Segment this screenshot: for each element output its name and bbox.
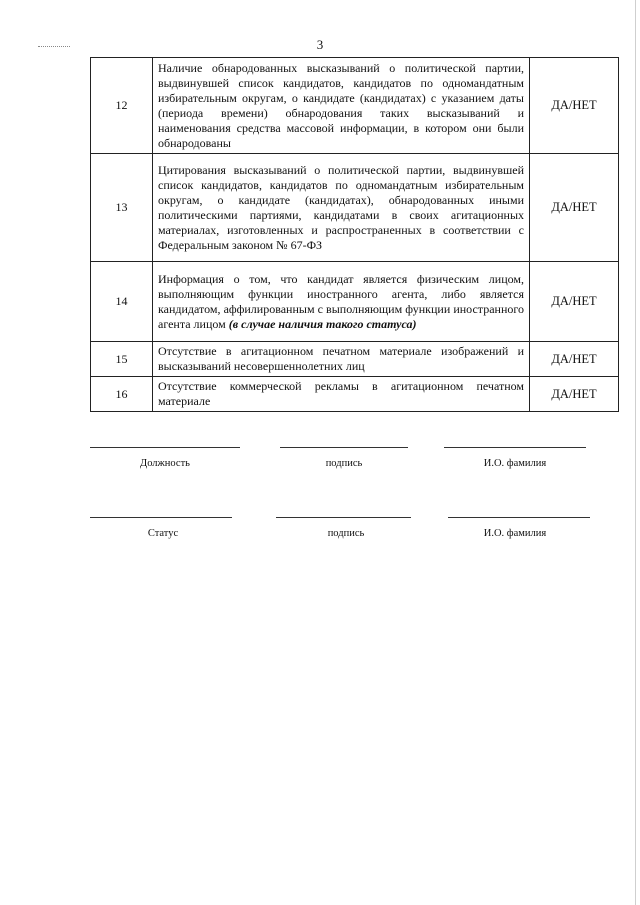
row-number: 16 — [91, 377, 153, 412]
row-number: 12 — [91, 58, 153, 154]
signature-line — [276, 517, 411, 518]
row-answer: ДА/НЕТ — [530, 262, 619, 342]
row-number: 14 — [91, 262, 153, 342]
table-row — [91, 154, 619, 262]
row-number: 13 — [91, 154, 153, 262]
row-description: Наличие обнародованных высказываний о политической партии, выдвинувшей список кандидатов, кандидатов по одномандатным избирательным округам, о кандидате (кандидатах) с указанием даты (периода времени) обнародования таких высказываний и наименования средства массовой информации, в котором они были обнародованы — [153, 58, 530, 154]
signature-line — [280, 447, 408, 448]
table-row — [91, 262, 619, 342]
table-row — [91, 342, 619, 377]
row-description: Отсутствие в агитационном печатном материале изображений и высказываний несовершеннолетних лиц — [153, 342, 530, 377]
name-caption: И.О. фамилия — [483, 528, 547, 539]
checklist-table — [90, 57, 619, 412]
row-answer: ДА/НЕТ — [530, 342, 619, 377]
row-description: Цитирования высказываний о политической партии, выдвинувшей список кандидатов, кандидатов по одномандатным избирательным округам, о кандидате (кандидатах), обнародованных иными политическими партиями, кандидатами в своих агитационных материалах, изготовленных и распространенных в соответствии с Федеральным законом № 67-ФЗ — [153, 154, 530, 262]
table-row — [91, 377, 619, 412]
page-number: 3 — [316, 37, 324, 52]
status-caption: Статус — [147, 528, 179, 539]
page-edge-line — [635, 0, 636, 905]
row-description: Информация о том, что кандидат является физическим лицом, выполняющим функции иностранного агента, либо является кандидатом, аффилированным с выполняющим функции иностранного агента лицом (в случае наличия такого статуса) — [153, 262, 530, 342]
status-signature-line — [90, 517, 232, 518]
row-answer: ДА/НЕТ — [530, 377, 619, 412]
row-answer: ДА/НЕТ — [530, 154, 619, 262]
row-description: Отсутствие коммерческой рекламы в агитационном печатном материале — [153, 377, 530, 412]
position-caption: Должность — [140, 458, 190, 469]
name-caption: И.О. фамилия — [483, 458, 547, 469]
row-number: 15 — [91, 342, 153, 377]
signature-caption: подпись — [327, 528, 365, 539]
table-row — [91, 58, 619, 154]
name-signature-line — [444, 447, 586, 448]
name-signature-line — [448, 517, 590, 518]
signature-caption: подпись — [325, 458, 363, 469]
row-answer: ДА/НЕТ — [530, 58, 619, 154]
position-signature-line — [90, 447, 240, 448]
